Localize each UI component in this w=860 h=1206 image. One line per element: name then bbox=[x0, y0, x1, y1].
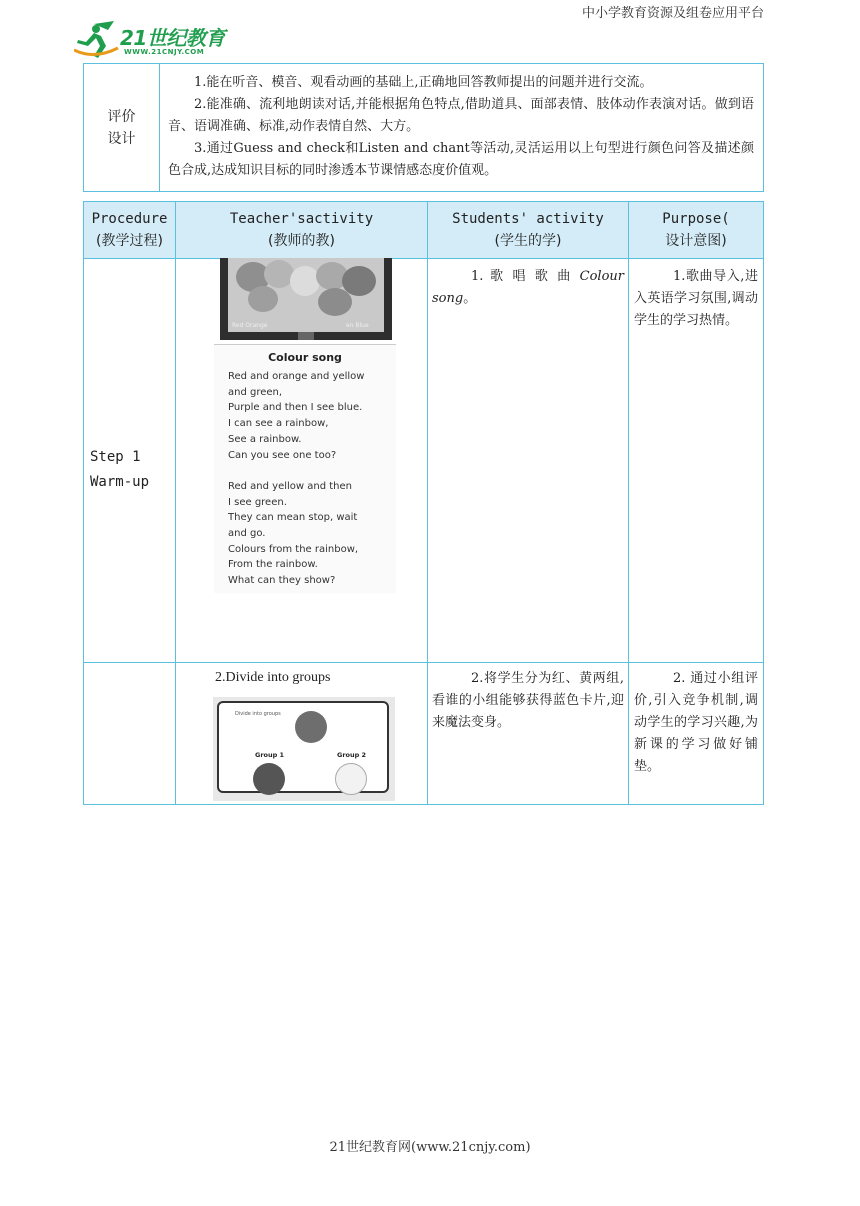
procedure-table bbox=[83, 201, 764, 805]
song-line: I can see a rainbow, bbox=[228, 418, 329, 430]
header-procedure: Procedure (教学过程) bbox=[91, 211, 168, 249]
platform-title: 中小学教育资源及组卷应用平台 bbox=[581, 6, 764, 21]
song-line: I see green. bbox=[228, 496, 287, 508]
step1-label: Step 1 Warm-up bbox=[90, 449, 150, 490]
step1-purpose: 1.歌曲导入,进入英语学习氛围,调动学生的学习热情。 bbox=[634, 269, 758, 328]
logo-url-text: WWW.21CNJY.COM bbox=[124, 48, 205, 56]
evaluation-label-line1: 评价 bbox=[107, 108, 136, 125]
song-line: From the rainbow. bbox=[228, 559, 318, 571]
evaluation-label bbox=[84, 64, 160, 191]
step2-teacher-title: 2.Divide into groups bbox=[215, 670, 331, 685]
song-line: and go. bbox=[228, 528, 266, 540]
video-screen: Red Orange en Blue bbox=[220, 258, 392, 340]
song-line: Can you see one too? bbox=[228, 449, 337, 461]
song-line: What can they show? bbox=[228, 575, 336, 587]
page-footer: 21世纪教育网(www.21cnjy.com) bbox=[329, 1140, 531, 1155]
step2-purpose: 2. 通过小组评价,引入竞争机制,调动学生的学习兴趣,为新课的学习做好铺垫。 bbox=[634, 671, 758, 774]
group2-circle bbox=[335, 763, 367, 795]
song-line: Purple and then I see blue. bbox=[228, 402, 363, 414]
song-line: See a rainbow. bbox=[228, 433, 302, 445]
song-line: Red and yellow and then bbox=[228, 480, 353, 492]
divide-groups-image: Divide into groups Group 1 Group 2 bbox=[213, 697, 395, 801]
header-teacher-activity: Teacher'sactivity (教师的教) bbox=[229, 211, 374, 249]
song-lyrics bbox=[214, 344, 396, 593]
song-line: Colours from the rainbow, bbox=[228, 543, 359, 555]
evaluation-item: 2.能准确、流利地朗读对话,并能根据角色特点,借助道具、面部表情、肢体动作表演对话。做到语音、语调准确、标准,动作表情自然、大方。 bbox=[168, 97, 754, 134]
song-line bbox=[228, 463, 364, 479]
runner-logo-icon bbox=[74, 20, 120, 60]
song-line: and green, bbox=[228, 386, 283, 398]
site-logo[interactable] bbox=[72, 18, 242, 62]
step1-student-activity: 1. 歌 唱 歌 曲 Colour song。 bbox=[432, 269, 624, 306]
evaluation-table bbox=[83, 63, 764, 192]
step2-student-activity: 2.将学生分为红、黄两组,看谁的小组能够获得蓝色卡片,迎来魔法变身。 bbox=[432, 671, 624, 730]
song-line: Red and orange and yellow bbox=[228, 371, 365, 382]
header-students-activity: Students' activity (学生的学) bbox=[452, 211, 604, 249]
logo-brand-text: 21世纪教育 bbox=[120, 26, 225, 50]
song-line: They can mean stop, wait bbox=[228, 512, 358, 524]
group1-circle bbox=[253, 763, 285, 795]
song-title: Colour song bbox=[268, 351, 342, 364]
evaluation-item: 1.能在听音、模音、观看动画的基础上,正确地回答教师提出的问题并进行交流。 bbox=[194, 75, 653, 90]
group-top-circle bbox=[295, 711, 327, 743]
evaluation-content bbox=[168, 72, 754, 182]
song-lines bbox=[228, 369, 364, 589]
evaluation-item: 3.通过Guess and check和Listen and chant等活动,灵活运用以上句型进行颜色问答及描述颜色合成,达成知识目标的同时渗透本节课情感态度价值观。 bbox=[168, 141, 754, 178]
evaluation-label-line2: 设计 bbox=[107, 130, 136, 147]
colour-song-image bbox=[214, 258, 396, 592]
header-purpose: Purpose( 设计意图) bbox=[662, 211, 730, 249]
